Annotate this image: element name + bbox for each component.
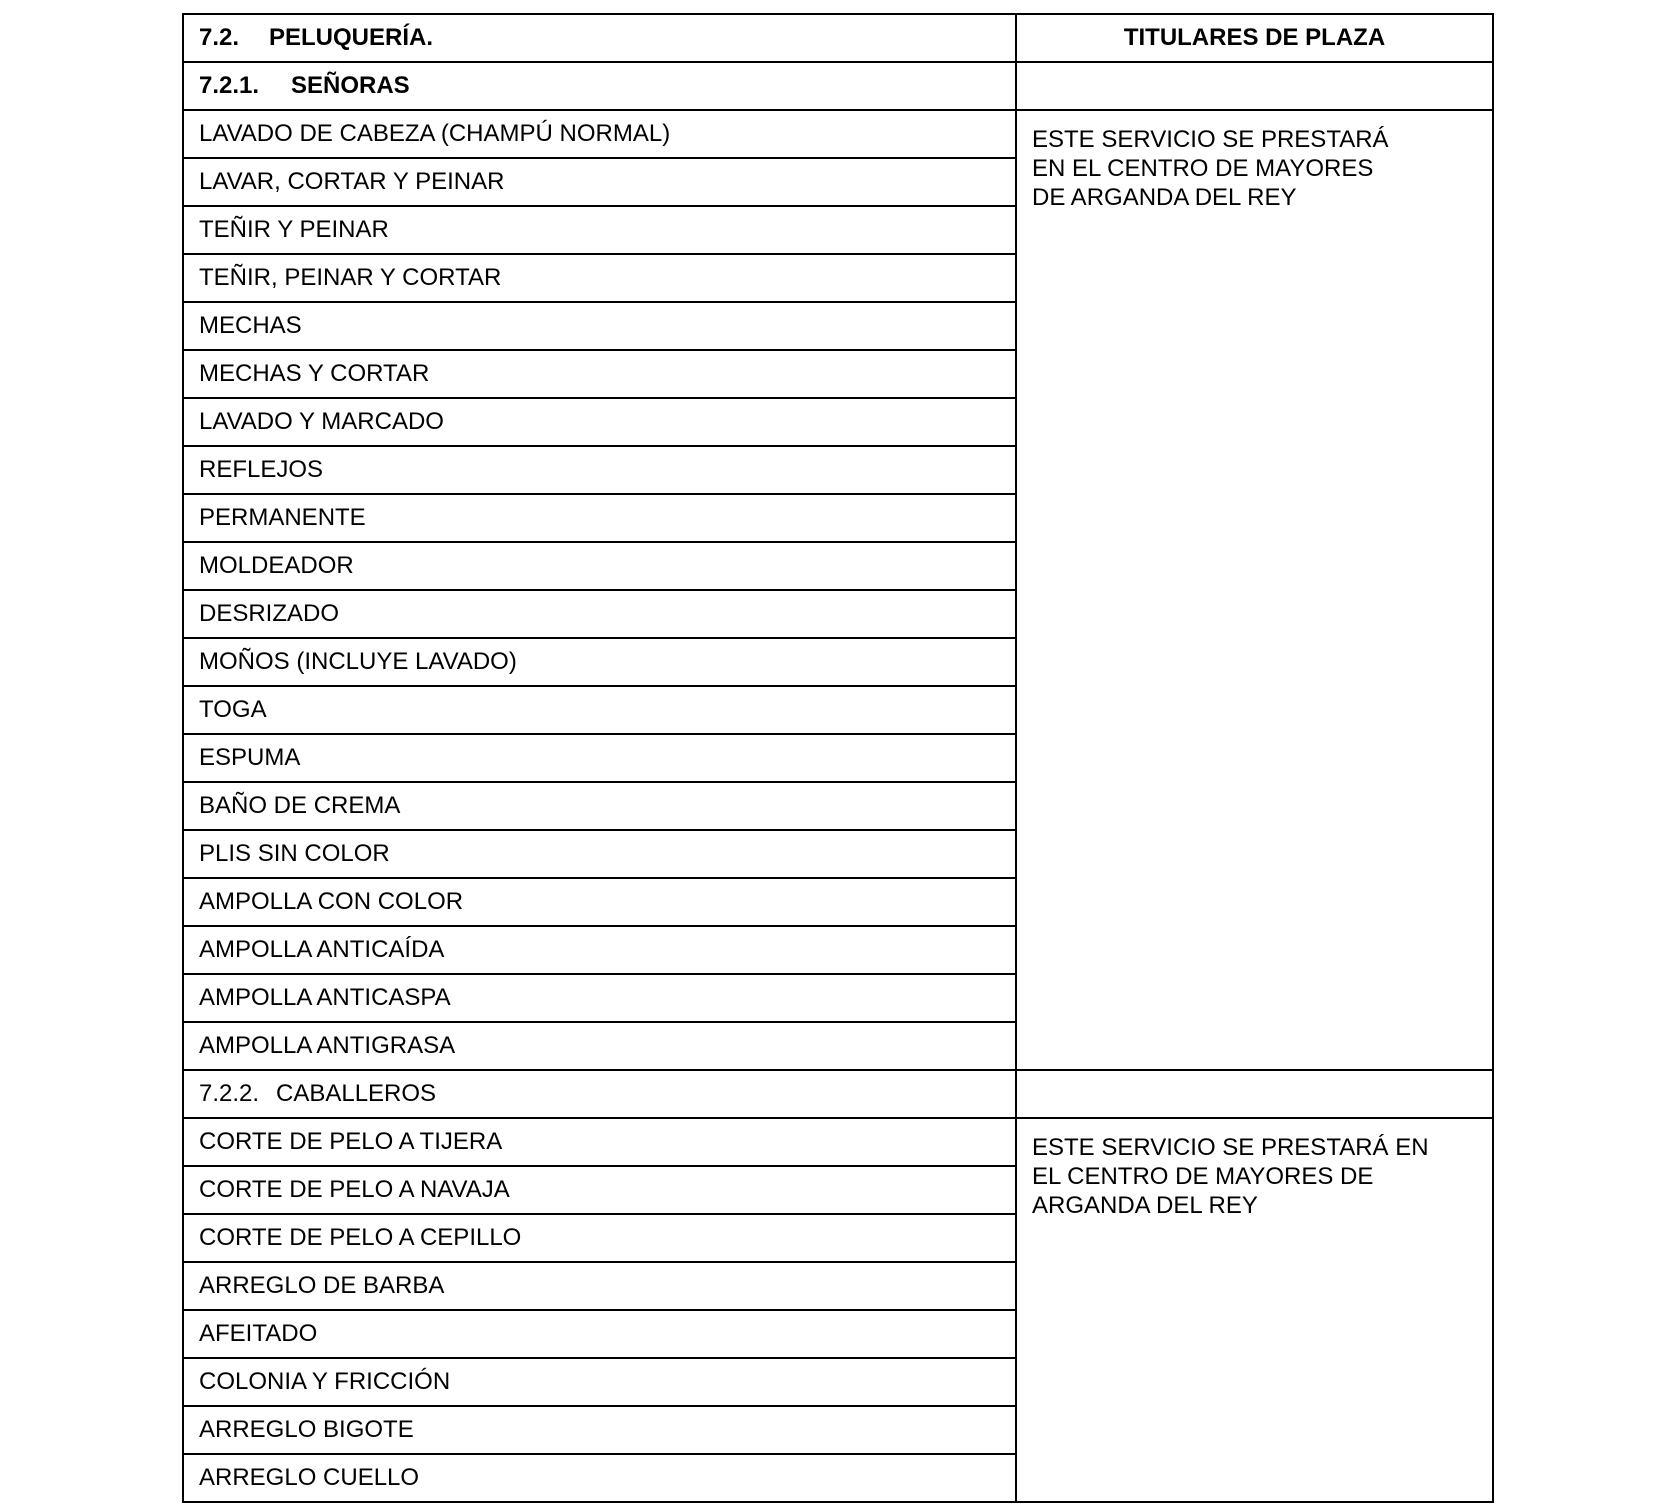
subsection-number: 7.2.2. — [199, 1080, 260, 1107]
service-item: PERMANENTE — [183, 494, 1016, 542]
subsection-heading-senoras — [183, 62, 1016, 110]
subsection-row-senoras — [183, 62, 1493, 110]
service-item: DESRIZADO — [183, 590, 1016, 638]
note-line: ARGANDA DEL REY — [1032, 1192, 1258, 1219]
service-item: REFLEJOS — [183, 446, 1016, 494]
peluqueria-table — [182, 13, 1494, 1503]
note-line: ESTE SERVICIO SE PRESTARÁ EN — [1032, 1134, 1429, 1161]
empty-cell — [1016, 62, 1493, 110]
service-item: AFEITADO — [183, 1310, 1016, 1358]
service-item: MOÑOS (INCLUYE LAVADO) — [183, 638, 1016, 686]
service-item: AMPOLLA ANTICASPA — [183, 974, 1016, 1022]
section-heading — [183, 14, 1016, 62]
service-item: ARREGLO BIGOTE — [183, 1406, 1016, 1454]
subsection-title: SEÑORAS — [291, 72, 410, 99]
service-item: LAVAR, CORTAR Y PEINAR — [183, 158, 1016, 206]
service-item: CORTE DE PELO A TIJERA — [183, 1118, 1016, 1166]
service-item: MOLDEADOR — [183, 542, 1016, 590]
service-item: LAVADO DE CABEZA (CHAMPÚ NORMAL) — [183, 110, 1016, 158]
service-item: LAVADO Y MARCADO — [183, 398, 1016, 446]
service-item: TEÑIR, PEINAR Y CORTAR — [183, 254, 1016, 302]
service-item: ARREGLO DE BARBA — [183, 1262, 1016, 1310]
service-item: CORTE DE PELO A CEPILLO — [183, 1214, 1016, 1262]
service-item: MECHAS Y CORTAR — [183, 350, 1016, 398]
subsection-heading-caballeros — [183, 1070, 1016, 1118]
service-item: BAÑO DE CREMA — [183, 782, 1016, 830]
service-item: TEÑIR Y PEINAR — [183, 206, 1016, 254]
table-header-row — [183, 14, 1493, 62]
note-line: DE ARGANDA DEL REY — [1032, 184, 1297, 211]
service-note-senoras — [1016, 110, 1493, 1070]
table-row — [183, 110, 1493, 158]
subsection-number: 7.2.1. — [199, 72, 260, 99]
service-item: AMPOLLA ANTIGRASA — [183, 1022, 1016, 1070]
note-line: EN EL CENTRO DE MAYORES — [1032, 155, 1374, 182]
table-row — [183, 1118, 1493, 1166]
service-item: COLONIA Y FRICCIÓN — [183, 1358, 1016, 1406]
column-header-titulares: TITULARES DE PLAZA — [1016, 14, 1493, 62]
service-note-caballeros — [1016, 1118, 1493, 1502]
service-item: MECHAS — [183, 302, 1016, 350]
note-line: ESTE SERVICIO SE PRESTARÁ — [1032, 126, 1389, 153]
note-line: EL CENTRO DE MAYORES DE — [1032, 1163, 1374, 1190]
service-item: PLIS SIN COLOR — [183, 830, 1016, 878]
service-item: ESPUMA — [183, 734, 1016, 782]
service-item: AMPOLLA CON COLOR — [183, 878, 1016, 926]
service-item: CORTE DE PELO A NAVAJA — [183, 1166, 1016, 1214]
section-number: 7.2. — [199, 24, 240, 51]
subsection-row-caballeros — [183, 1070, 1493, 1118]
service-item: AMPOLLA ANTICAÍDA — [183, 926, 1016, 974]
empty-cell — [1016, 1070, 1493, 1118]
section-title: PELUQUERÍA. — [269, 24, 434, 51]
service-item: ARREGLO CUELLO — [183, 1454, 1016, 1502]
subsection-title: CABALLEROS — [276, 1080, 437, 1107]
service-item: TOGA — [183, 686, 1016, 734]
